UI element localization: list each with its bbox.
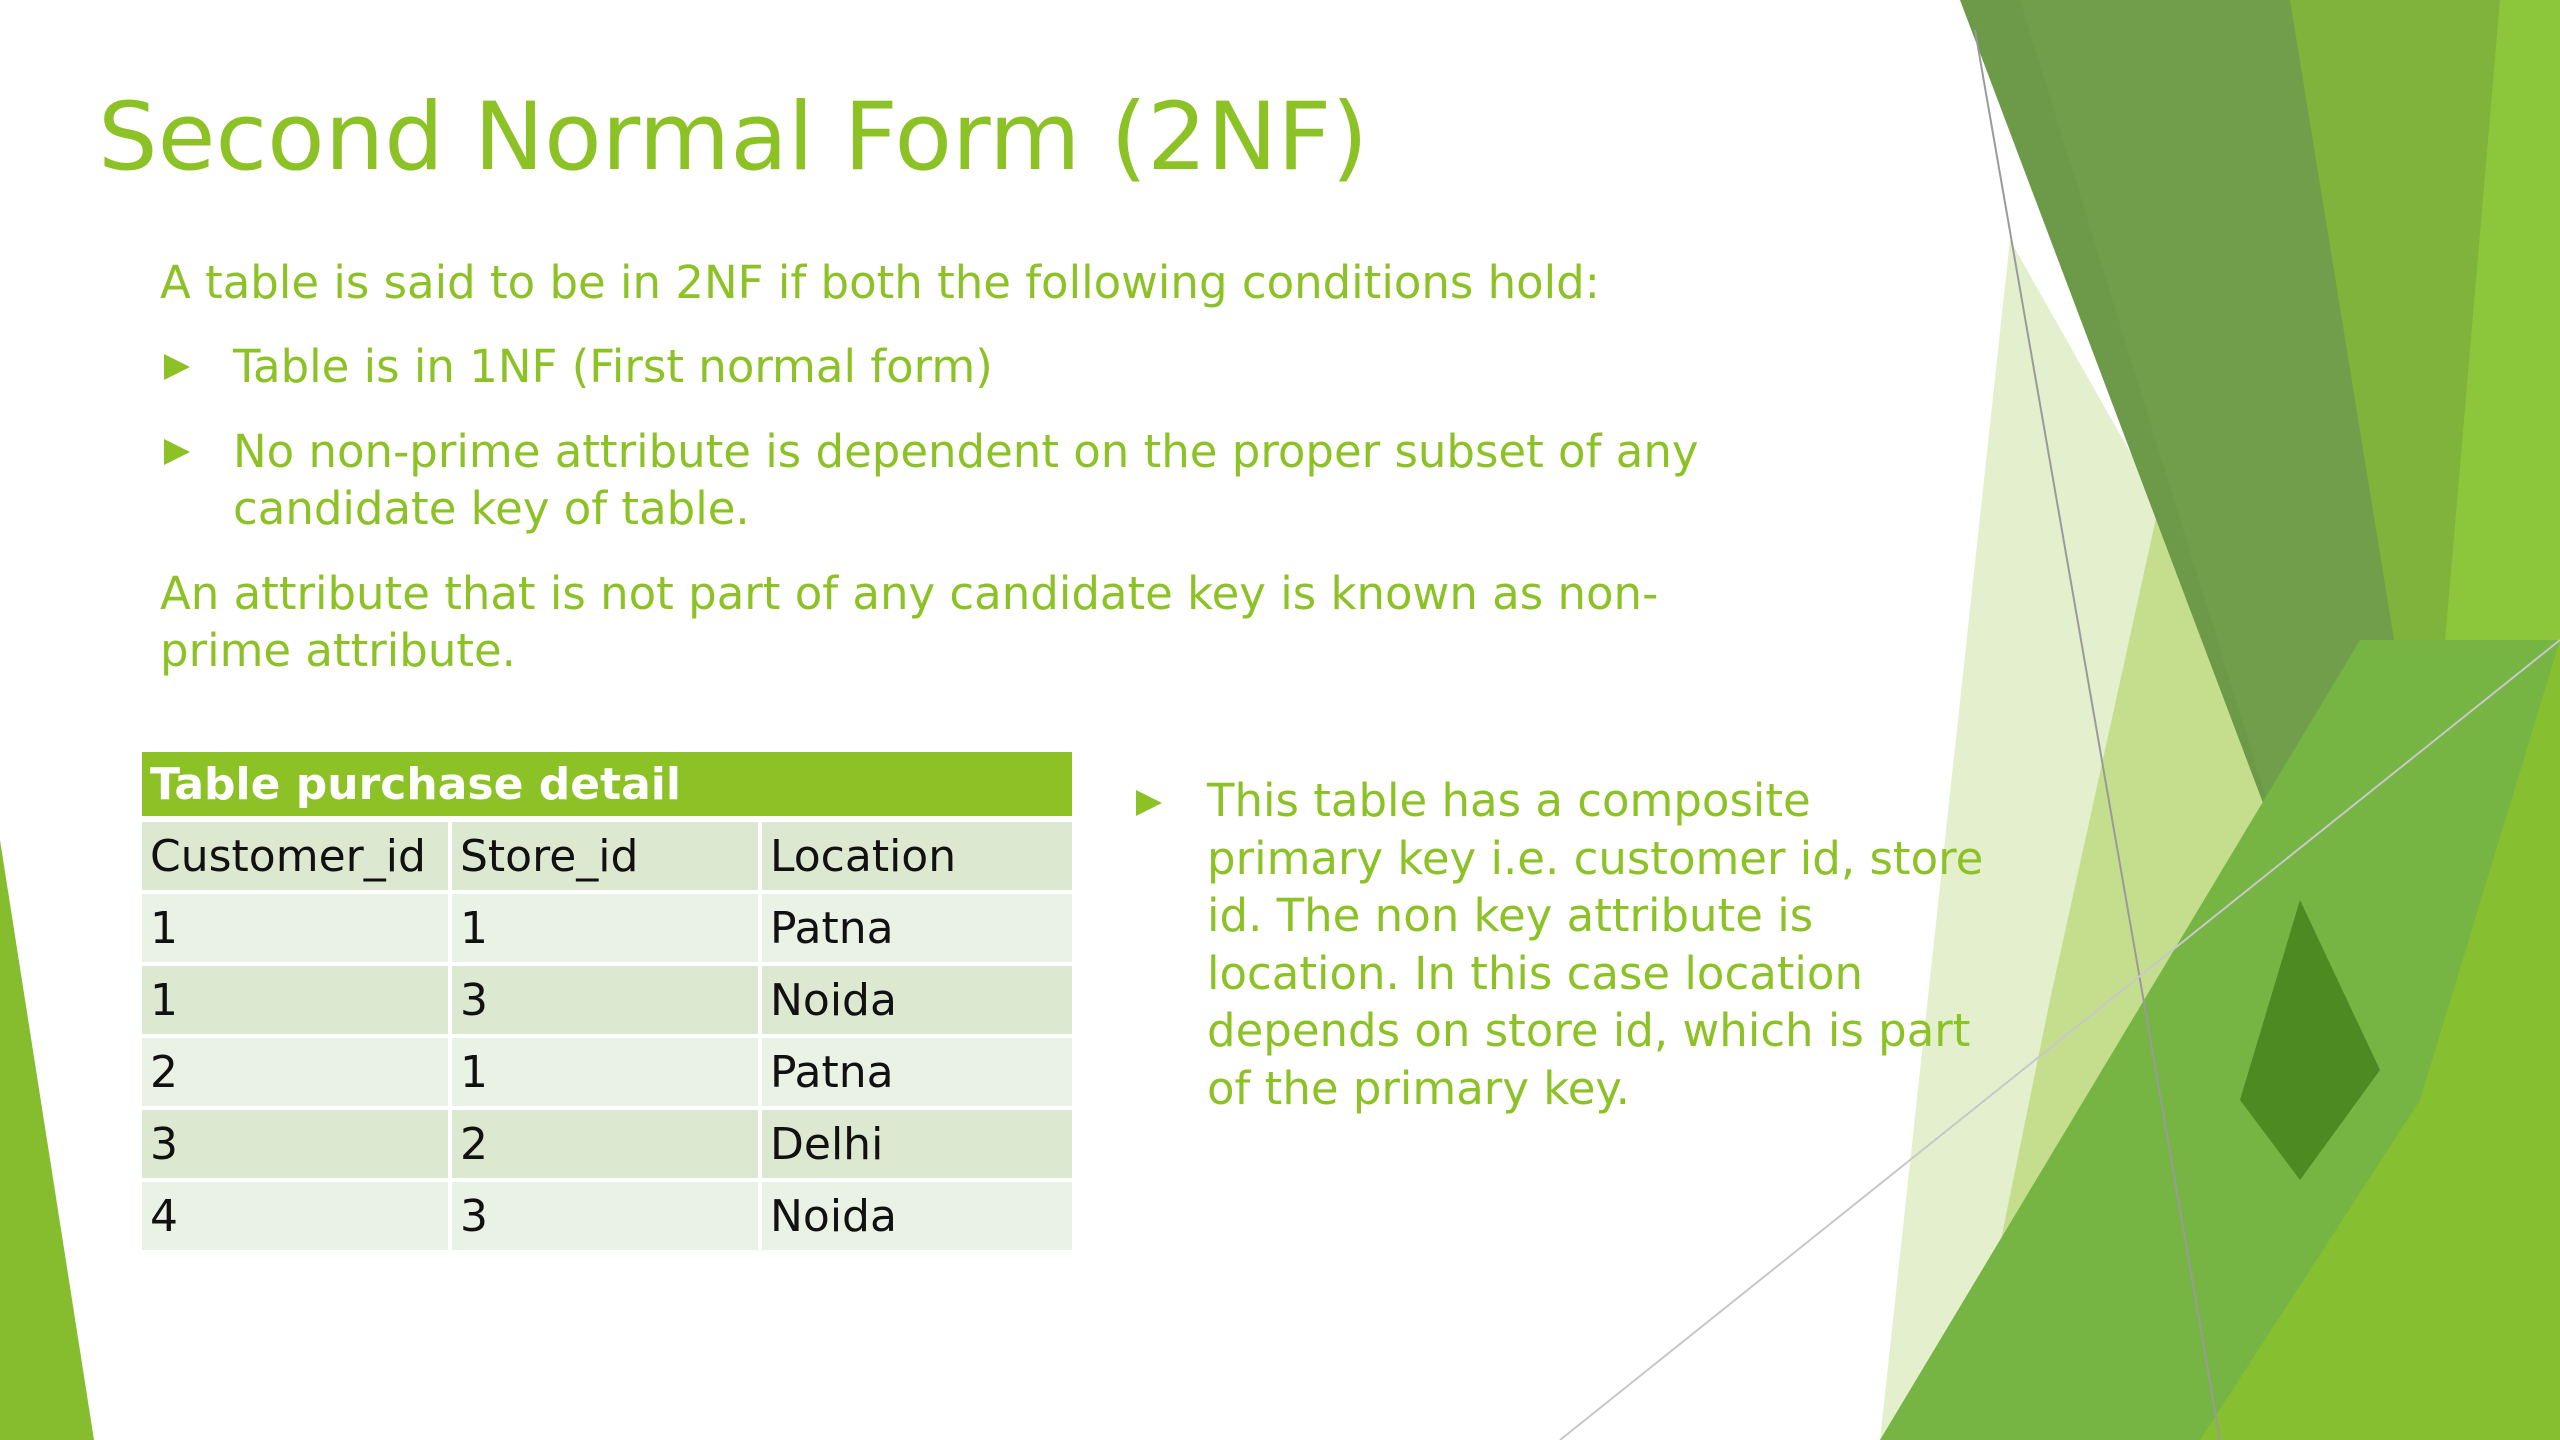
table-cell: 4 <box>142 1182 452 1254</box>
condition-text-1: Table is in 1NF (First normal form) <box>233 340 993 393</box>
table-cell: Patna <box>762 1038 1072 1110</box>
table-row <box>142 966 1072 1038</box>
table-cell: Noida <box>762 966 1072 1038</box>
triangle-right-icon <box>164 439 190 465</box>
condition-bullet-2 <box>160 423 1920 537</box>
table-caption: Table purchase detail <box>142 752 1072 822</box>
column-header: Store_id <box>452 822 762 894</box>
table-cell: 1 <box>142 966 452 1038</box>
table-cell: 1 <box>142 894 452 966</box>
composite-key-note-text: This table has a composite primary key i.e. customer id, store id. The non key attribute is location. In this case location depends on store id, which is part of the primary key. <box>1207 774 1984 1115</box>
table-cell: 2 <box>142 1038 452 1110</box>
triangle-right-icon <box>164 354 190 380</box>
table-row <box>142 894 1072 966</box>
table-cell: Noida <box>762 1182 1072 1254</box>
table-cell: Delhi <box>762 1110 1072 1182</box>
table-cell: 3 <box>142 1110 452 1182</box>
table-cell: 3 <box>452 1182 762 1254</box>
table-cell: Patna <box>762 894 1072 966</box>
triangle-right-icon <box>1136 790 1162 816</box>
composite-key-note <box>1132 772 1992 1117</box>
table-caption-row <box>142 752 1072 822</box>
purchase-detail-table <box>142 752 1072 1254</box>
column-header: Location <box>762 822 1072 894</box>
table-cell: 2 <box>452 1110 762 1182</box>
table-cell: 1 <box>452 1038 762 1110</box>
condition-text-2: No non-prime attribute is dependent on the proper subset of any candidate key of table. <box>233 425 1699 535</box>
slide-title: Second Normal Form (2NF) <box>98 83 1369 192</box>
table-row <box>142 1110 1072 1182</box>
column-header: Customer_id <box>142 822 452 894</box>
table-row <box>142 1182 1072 1254</box>
intro-text: A table is said to be in 2NF if both the following conditions hold: <box>160 256 1600 309</box>
condition-bullet-1 <box>160 338 1920 395</box>
table-row <box>142 1038 1072 1110</box>
left-green-triangle <box>0 840 94 1440</box>
table-cell: 3 <box>452 966 762 1038</box>
definition-text: An attribute that is not part of any candidate key is known as non-prime attribute. <box>160 567 1659 677</box>
table-cell: 1 <box>452 894 762 966</box>
table-header-row <box>142 822 1072 894</box>
